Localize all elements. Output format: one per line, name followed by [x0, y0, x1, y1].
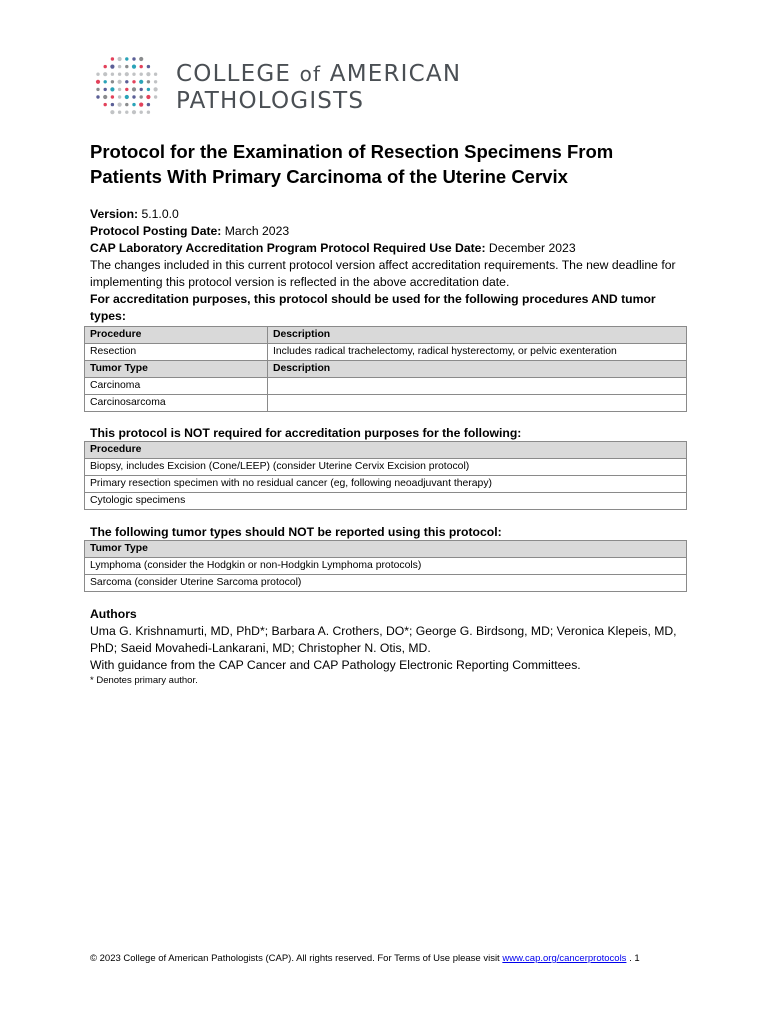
logo-dot	[154, 87, 158, 91]
logo-dot	[96, 88, 99, 91]
logo-dot	[110, 110, 114, 114]
logo-dot	[104, 103, 107, 106]
logo-dot	[118, 95, 121, 98]
authors-heading: Authors	[90, 607, 137, 621]
required-date-line: CAP Laboratory Accreditation Program Protocol Required Use Date: December 2023	[90, 241, 576, 255]
logo-dot	[118, 73, 121, 76]
logo-dot	[132, 87, 136, 91]
logo-dot	[139, 57, 143, 61]
cap-logo	[94, 55, 474, 119]
logo-dot	[132, 73, 135, 76]
logo-dot	[110, 87, 114, 91]
logo-dot	[125, 57, 128, 60]
logo-dot	[125, 80, 128, 83]
authors-names: Uma G. Krishnamurti, MD, PhD*; Barbara A. Crothers, DO*; George G. Birdsong, MD; Veronica Klepeis, MD, PhD; Saeid Movahedi-Lankarani, MD; Christopher N. Otis, MD.	[90, 624, 677, 655]
table-row: Primary resection specimen with no residual cancer (eg, following neoadjuvant therapy)	[85, 476, 687, 493]
changes-text: The changes included in this current protocol version affect accreditation requirements. The new deadline for implementing this protocol version is reflected in the above accreditation date.	[90, 258, 676, 289]
dot-matrix-logo-icon	[94, 55, 160, 119]
logo-dot	[96, 80, 100, 84]
protocol-meta	[90, 206, 690, 325]
logo-dot	[147, 111, 150, 114]
logo-dot	[103, 95, 107, 99]
logo-dot	[118, 57, 122, 61]
not-required-heading: This protocol is NOT required for accreditation purposes for the following:	[90, 426, 522, 440]
table-header-row: Procedure	[85, 442, 687, 459]
logo-dot	[111, 57, 114, 60]
logo-dot	[147, 65, 150, 68]
table-header-row: Procedure Description	[85, 327, 687, 344]
table-header-row: Tumor Type Description	[85, 361, 687, 378]
logo-dot	[104, 88, 107, 91]
not-required-table	[84, 441, 687, 510]
cancer-protocols-link[interactable]: www.cap.org/cancerprotocols	[502, 953, 627, 964]
logo-dot	[111, 103, 114, 106]
primary-author-note: * Denotes primary author.	[90, 675, 198, 686]
logo-dot	[96, 95, 99, 98]
logo-dot	[118, 88, 121, 91]
logo-dot	[132, 57, 135, 60]
logo-dot	[132, 95, 135, 98]
logo-dot	[118, 103, 122, 107]
purposes-text: For accreditation purposes, this protocol should be used for the following procedures AND tumor types:	[90, 292, 656, 323]
version-line: Version: 5.1.0.0	[90, 207, 179, 221]
table-row: Resection Includes radical trachelectomy, radical hysterectomy, or pelvic exenteration	[85, 344, 687, 361]
logo-dot	[140, 88, 143, 91]
logo-dot	[96, 73, 99, 76]
table-row: Biopsy, includes Excision (Cone/LEEP) (consider Uterine Cervix Excision protocol)	[85, 459, 687, 476]
authors-guidance: With guidance from the CAP Cancer and CAP Pathology Electronic Reporting Committees.	[90, 658, 581, 672]
logo-dot	[125, 103, 128, 106]
logo-dot	[125, 72, 129, 76]
authors-section	[90, 606, 690, 688]
logo-dot	[139, 80, 143, 84]
page-footer: © 2023 College of American Pathologists (CAP). All rights reserved. For Terms of Use please visit www.cap.org/cancerprotocols . 1	[90, 953, 640, 964]
logo-dot	[132, 103, 135, 106]
logo-dot	[140, 65, 143, 68]
logo-dot	[132, 110, 136, 114]
logo-dot	[111, 95, 114, 98]
logo-dot	[132, 80, 135, 83]
logo-dot	[154, 95, 157, 98]
table-row: Lymphoma (consider the Hodgkin or non-Hodgkin Lymphoma protocols)	[85, 558, 687, 575]
logo-dot	[147, 88, 150, 91]
logo-dot	[147, 103, 150, 106]
logo-dot	[125, 88, 128, 91]
logo-dot	[104, 65, 107, 68]
page-title: Protocol for the Examination of Resection Specimens From Patients With Primary Carcinoma of the Uterine Cervix	[90, 141, 614, 187]
logo-dot	[132, 65, 136, 69]
table-header-row: Tumor Type	[85, 541, 687, 558]
logo-dot	[111, 73, 114, 76]
logo-dot	[118, 80, 122, 84]
logo-dot	[104, 80, 107, 83]
logo-dot	[146, 72, 150, 76]
logo-dot	[147, 80, 150, 83]
logo-dot	[111, 80, 114, 83]
logo-dot	[154, 80, 157, 83]
posting-date-line: Protocol Posting Date: March 2023	[90, 224, 290, 238]
logo-dot	[154, 73, 157, 76]
logo-dot	[125, 95, 129, 99]
logo-dot	[125, 65, 128, 68]
table-row: Carcinosarcoma	[85, 395, 687, 412]
logo-dot	[146, 95, 150, 99]
table-row: Cytologic specimens	[85, 493, 687, 510]
excluded-tumors-heading: The following tumor types should NOT be reported using this protocol:	[90, 525, 502, 539]
table-row: Sarcoma (consider Uterine Sarcoma protocol)	[85, 575, 687, 592]
procedures-tumor-table	[84, 326, 687, 412]
logo-dot	[103, 72, 107, 76]
excluded-tumors-table	[84, 540, 687, 592]
logo-dot	[140, 95, 143, 98]
table-row: Carcinoma	[85, 378, 687, 395]
logo-dot	[110, 65, 114, 69]
logo-dot	[125, 111, 128, 114]
logo-wordmark: COLLEGE of AMERICAN PATHOLOGISTS	[176, 61, 462, 114]
logo-dot	[140, 111, 143, 114]
logo-dot	[118, 65, 121, 68]
logo-dot	[140, 73, 143, 76]
logo-dot	[118, 111, 121, 114]
logo-dot	[139, 103, 143, 107]
